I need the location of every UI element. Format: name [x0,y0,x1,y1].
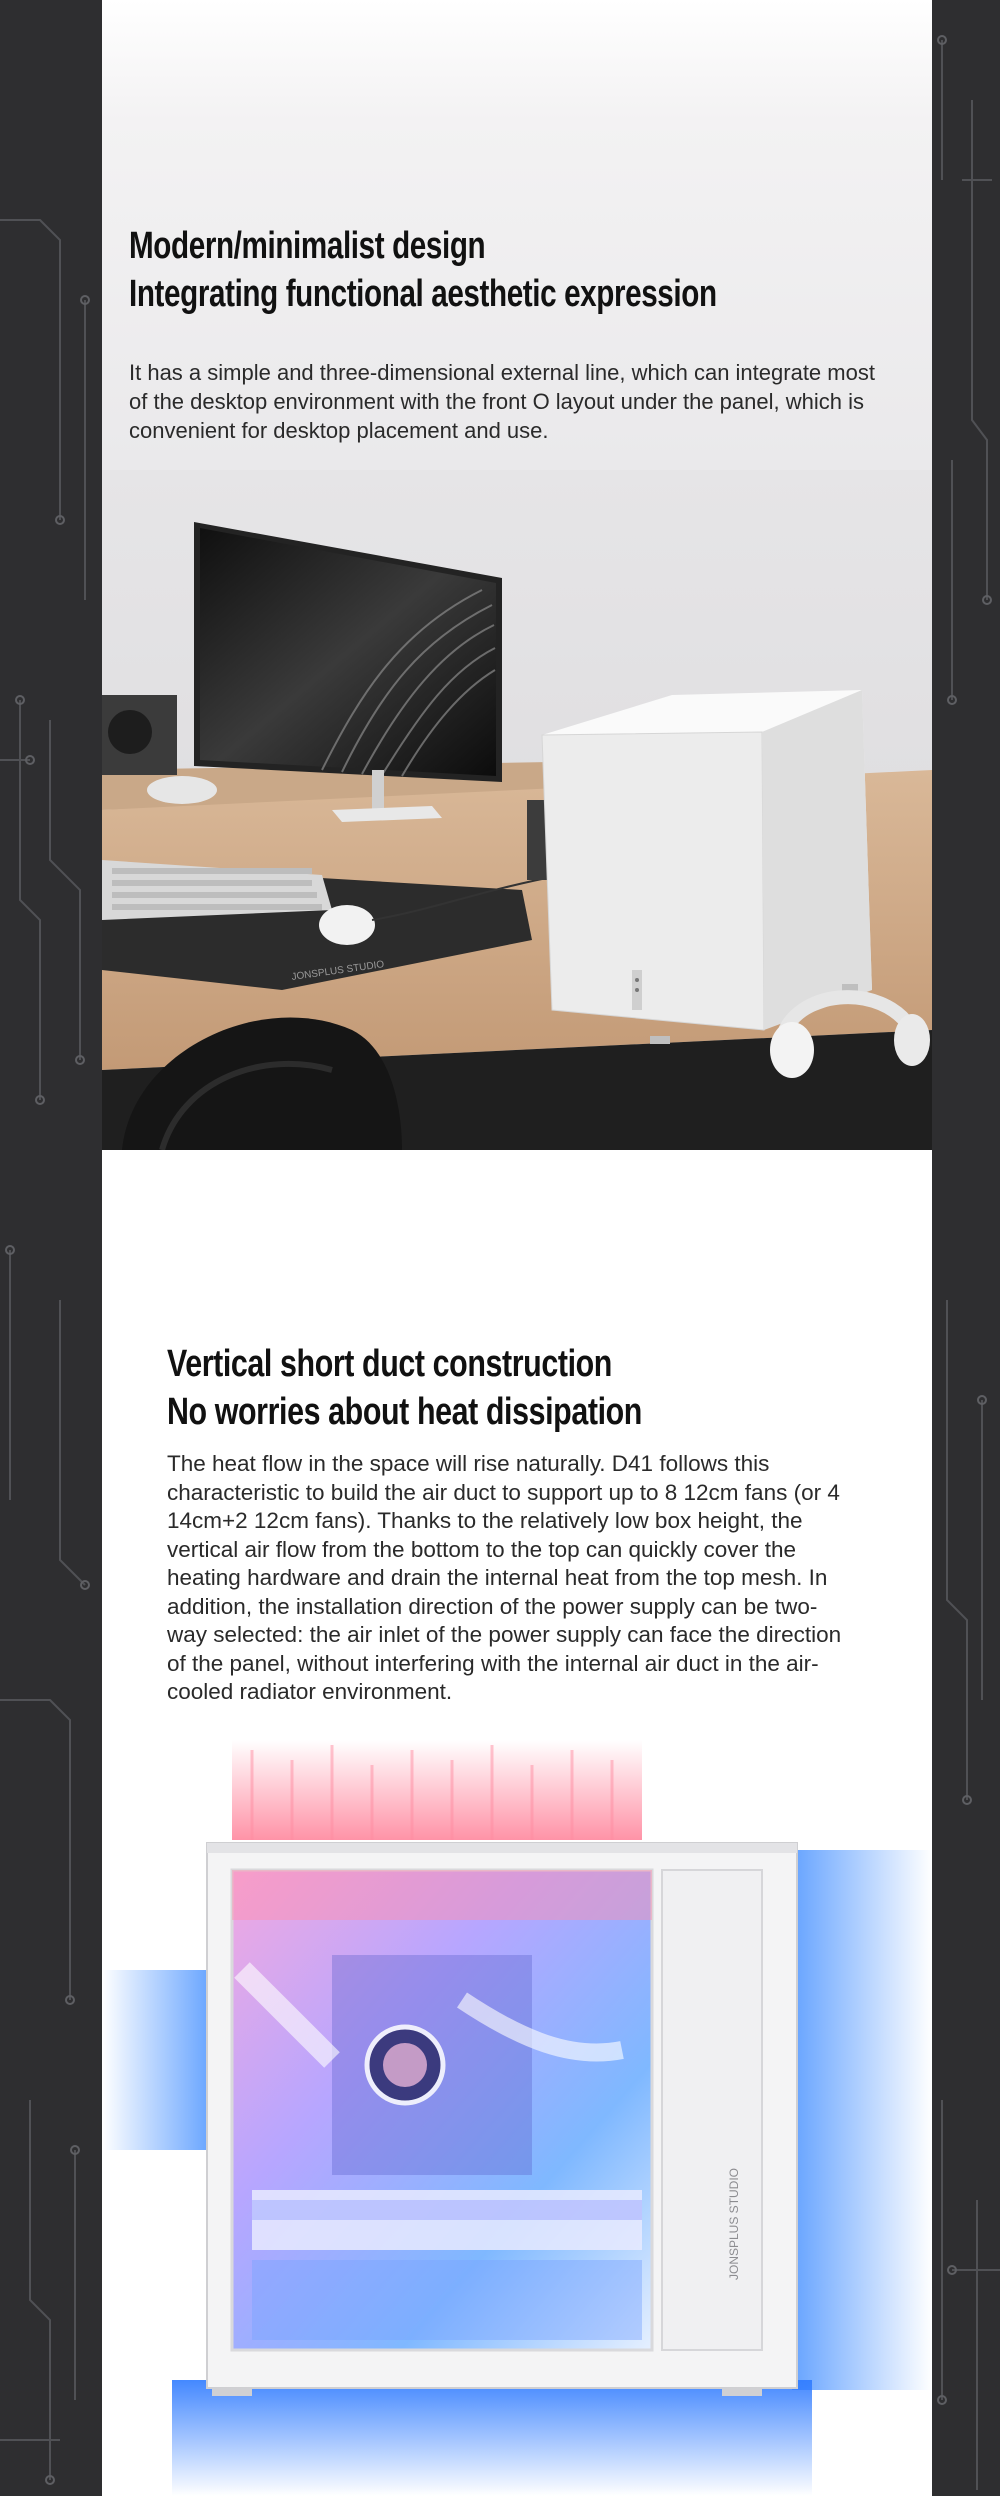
mousepad-logo: JONSPLUS STUDIO [290,959,385,983]
airflow-heading-line2: No worries about heat dissipation [167,1391,642,1433]
left-circuit-decoration [0,0,102,2496]
desk-setup-image [102,470,932,1150]
design-section [102,0,932,1150]
case-airflow-image [102,1740,932,2496]
design-heading-line1: Modern/minimalist design [129,225,486,267]
design-description: It has a simple and three-dimensional external line, which can integrate most of the desktop environment with the front O layout under the panel, which is convenient for desktop placement and use. [129,360,875,443]
product-page-content [102,0,932,2496]
right-circuit-decoration [932,0,1000,2496]
case-side-label: JONSPLUS STUDIO [727,2167,741,2280]
airflow-description: The heat flow in the space will rise naturally. D41 follows this characteristic to build the air duct to support up to 8 12cm fans (or 4 14cm+2 12cm fans). Thanks to the relatively low box height, the vertical air flow from the bottom to the top can quickly cover the heating hardware and drain the internal heat from the top mesh. In addition, the installation direction of the power supply can be two-way selected: the air inlet of the power supply can face the direction of the panel, without interfering with the internal air duct in the air-cooled radiator environment. [167,1451,842,1704]
circuit-lines-right [932,0,1000,2496]
airflow-heading-line1: Vertical short duct construction [167,1343,612,1385]
design-heading-line2: Integrating functional aesthetic expression [129,273,717,315]
circuit-lines-left [0,0,102,2496]
